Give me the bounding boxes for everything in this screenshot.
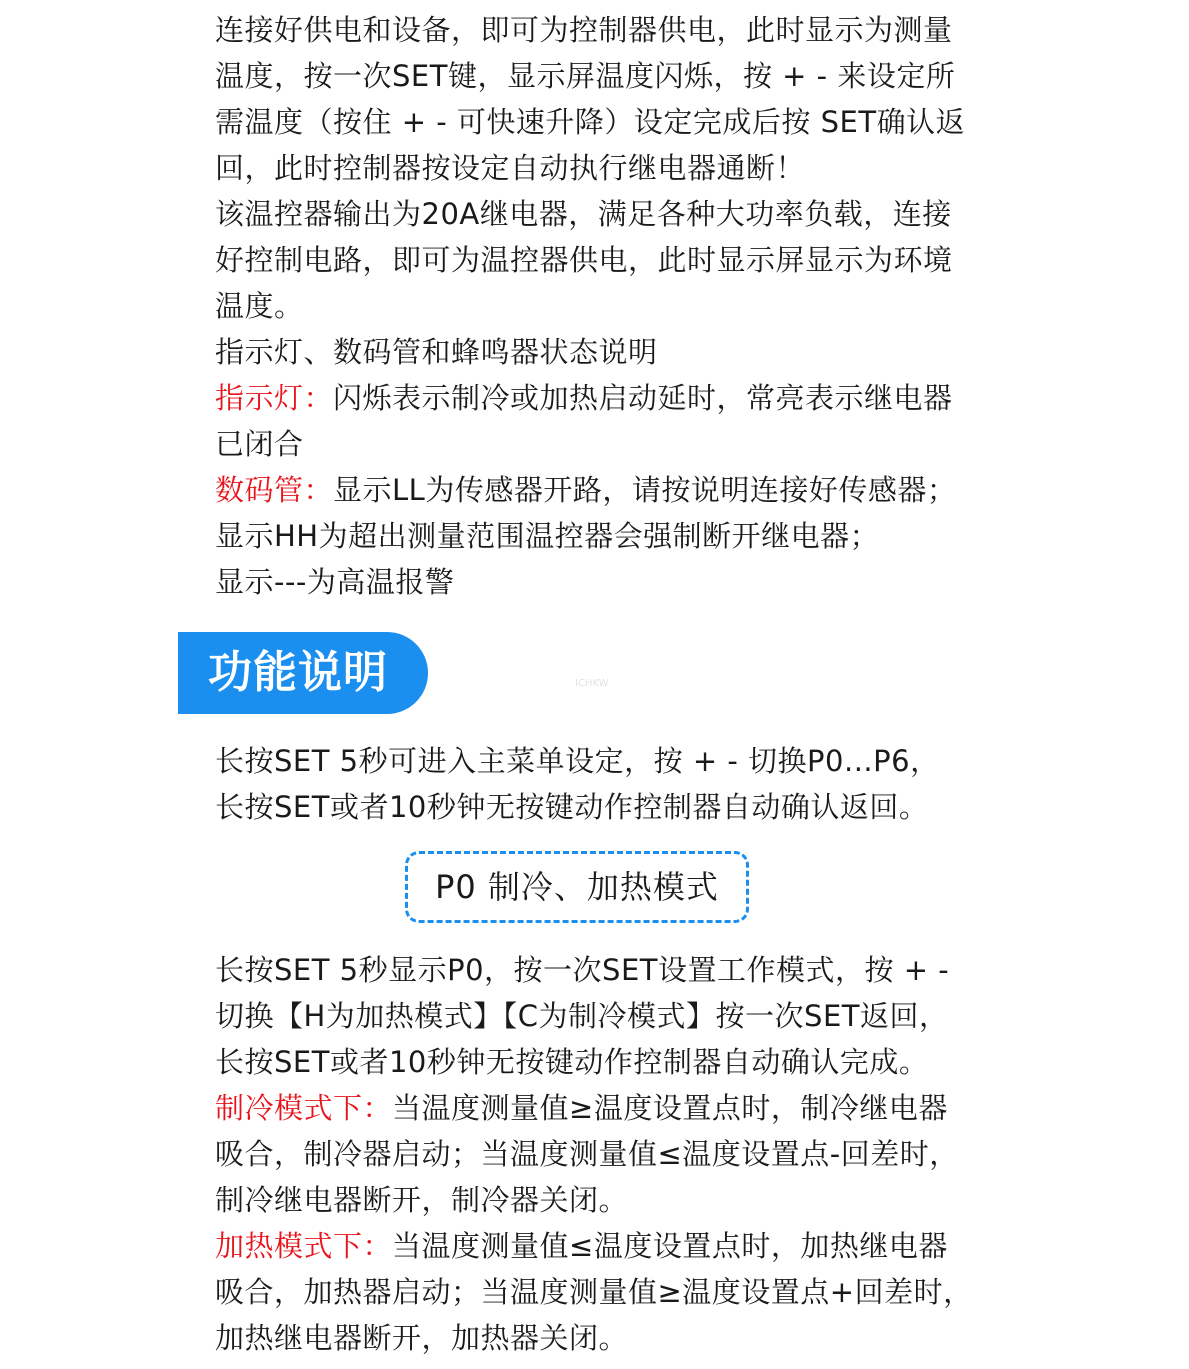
heat-mode-line (215, 1223, 985, 1269)
p0-line: 长按SET或者10秒钟无按键动作控制器自动确认完成。 (215, 1045, 929, 1079)
indicator-line (215, 375, 985, 421)
p0-mode-title: P0 制冷、加热模式 (435, 868, 719, 906)
intro-line: 温度。 (215, 289, 304, 323)
heat-mode-line: 吸合，加热器启动；当温度测量值≥温度设置点+回差时， (215, 1275, 973, 1309)
intro-text (215, 7, 985, 605)
menu-text (215, 738, 985, 830)
cool-mode-text: 当温度测量值≥温度设置点时，制冷继电器 (392, 1091, 948, 1125)
status-heading: 指示灯、数码管和蜂鸣器状态说明 (215, 335, 658, 369)
intro-line: 该温控器输出为20A继电器，满足各种大功率负载，连接 (215, 197, 952, 231)
intro-line: 温度，按一次SET键，显示屏温度闪烁，按 + - 来设定所 (215, 59, 956, 93)
display-line: 显示HH为超出测量范围温控器会强制断开继电器； (215, 519, 880, 553)
indicator-label: 指示灯： (215, 381, 334, 415)
p0-mode-box (405, 851, 749, 923)
display-line (215, 467, 985, 513)
menu-line: 长按SET 5秒可进入主菜单设定，按 + - 切换P0...P6， (215, 744, 940, 778)
display-text: 显示LL为传感器开路，请按说明连接好传感器； (333, 473, 957, 507)
p0-text (215, 947, 985, 1361)
watermark-text: ICHKW (575, 678, 609, 689)
cool-mode-label: 制冷模式下： (215, 1091, 393, 1125)
p0-line: 长按SET 5秒显示P0，按一次SET设置工作模式，按 + - (215, 953, 950, 987)
intro-line: 回，此时控制器按设定自动执行继电器通断！ (215, 151, 806, 185)
intro-line: 需温度（按住 + - 可快速升降）设定完成后按 SET确认返 (215, 105, 966, 139)
section-title: 功能说明 (208, 647, 388, 698)
indicator-text: 闪烁表示制冷或加热启动延时，常亮表示继电器 (333, 381, 953, 415)
heat-mode-label: 加热模式下： (215, 1229, 393, 1263)
intro-line: 连接好供电和设备，即可为控制器供电，此时显示为测量 (215, 13, 953, 47)
cool-mode-line: 制冷继电器断开，制冷器关闭。 (215, 1183, 629, 1217)
cool-mode-line (215, 1085, 985, 1131)
indicator-line: 已闭合 (215, 427, 304, 461)
cool-mode-line: 吸合，制冷器启动；当温度测量值≤温度设置点-回差时， (215, 1137, 959, 1171)
intro-line: 好控制电路，即可为温控器供电，此时显示屏显示为环境 (215, 243, 953, 277)
heat-mode-text: 当温度测量值≤温度设置点时，加热继电器 (392, 1229, 948, 1263)
menu-line: 长按SET或者10秒钟无按键动作控制器自动确认返回。 (215, 790, 929, 824)
display-line: 显示---为高温报警 (215, 565, 455, 599)
display-label: 数码管： (215, 473, 334, 507)
p0-line: 切换【H为加热模式】【C为制冷模式】按一次SET返回， (215, 999, 949, 1033)
heat-mode-line: 加热继电器断开，加热器关闭。 (215, 1321, 629, 1355)
section-title-banner (178, 632, 428, 714)
